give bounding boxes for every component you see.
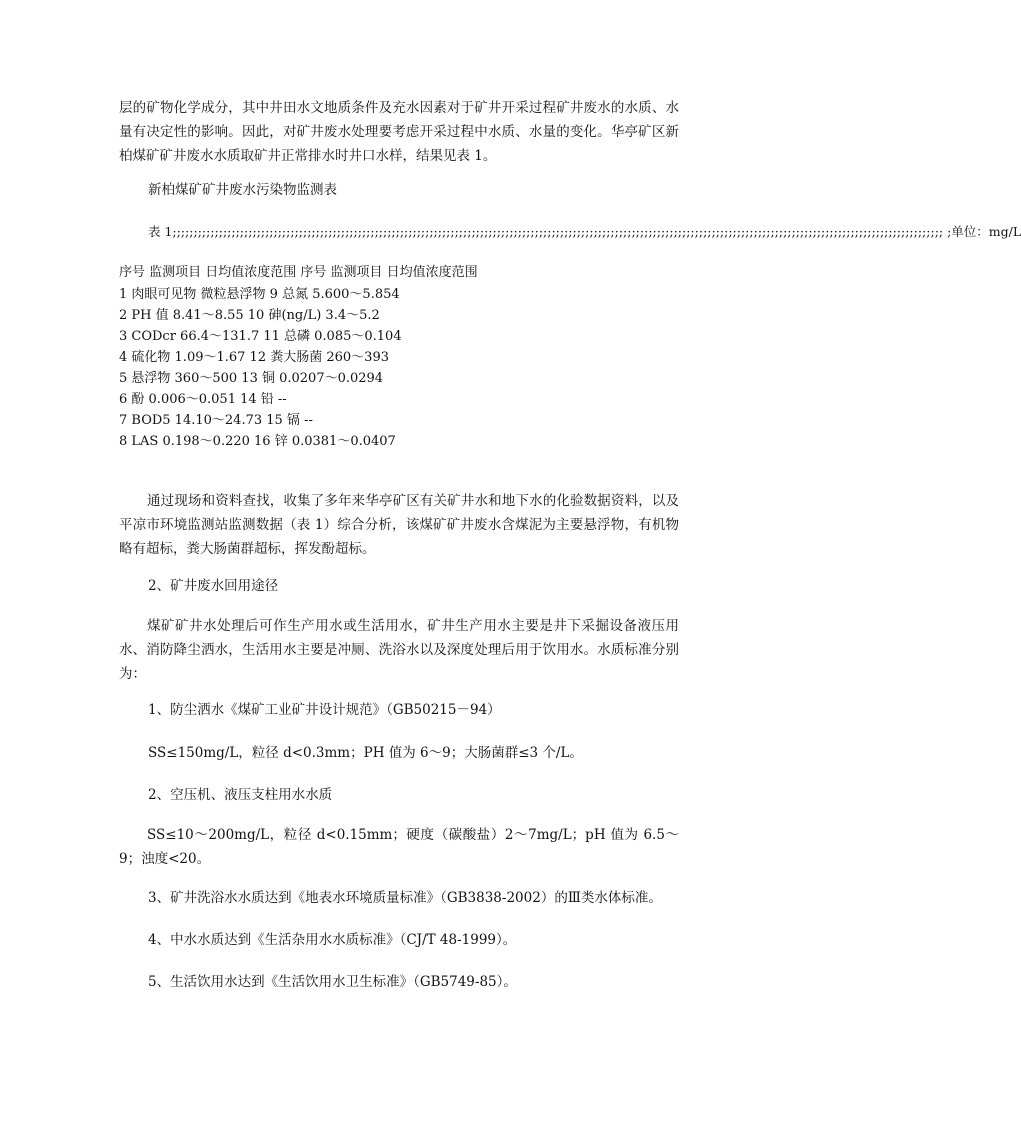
intro-paragraph: 层的矿物化学成分，其中井田水文地质条件及充水因素对于矿井开采过程矿井废水的水质、水量有决定性的影响。因此，对矿井废水处理要考虑开采过程中水质、水量的变化。华亭矿区新柏煤矿矿井废水水质取矿井正常排水时井口水样，结果见表 1。 (119, 100, 679, 164)
table-row: 6 酚 0.006～0.051 14 铅 -- (119, 392, 287, 407)
table-row: 8 LAS 0.198～0.220 16 锌 0.0381～0.0407 (119, 434, 396, 449)
item-2-spec: SS≤10～200mg/L，粒径 d<0.15mm；硬度（碳酸盐）2～7mg/L；pH 值为 6.5～9；浊度<20。 (119, 827, 679, 867)
table-title: 新柏煤矿矿井废水污染物监测表 (148, 182, 337, 198)
section-2-heading: 2、矿井废水回用途径 (148, 578, 279, 594)
table-row: 1 肉眼可见物 微粒悬浮物 9 总氮 5.600～5.854 (119, 287, 400, 302)
table-header: 序号 监测项目 日均值浓度范围 序号 监测项目 日均值浓度范围 (119, 265, 478, 280)
item-1-heading: 1、防尘洒水《煤矿工业矿井设计规范》（GB50215－94） (148, 702, 501, 718)
analysis-paragraph: 通过现场和资料查找，收集了多年来华亭矿区有关矿井水和地下水的化验数据资料，以及平凉市环境监测站监测数据（表 1）综合分析，该煤矿矿井废水含煤泥为主要悬浮物，有机物略有超标，粪大肠菌群超标，挥发酚超标。 (119, 493, 679, 557)
item-5: 5、生活饮用水达到《生活饮用水卫生标准》（GB5749-85）。 (148, 974, 517, 990)
item-2-heading: 2、空压机、液压支柱用水水质 (148, 787, 333, 803)
item-4: 4、中水水质达到《生活杂用水水质标准》（CJ/T 48-1999）。 (148, 932, 517, 948)
item-1-spec: SS≤150mg/L，粒径 d<0.3mm；PH 值为 6～9；大肠菌群≤3 个/L。 (148, 745, 583, 761)
item-3: 3、矿井洗浴水水质达到《地表水环境质量标准》（GB3838-2002）的Ⅲ类水体标准。 (148, 890, 662, 906)
table-row: 5 悬浮物 360～500 13 铜 0.0207～0.0294 (119, 371, 384, 386)
table-row: 4 硫化物 1.09～1.67 12 粪大肠菌 260～393 (119, 350, 389, 365)
reuse-paragraph: 煤矿矿井水处理后可作生产用水或生活用水，矿井生产用水主要是井下采掘设备液压用水、消防降尘洒水，生活用水主要是冲厕、洗浴水以及深度处理后用于饮用水。水质标准分别为： (119, 618, 679, 682)
table-row: 3 CODcr 66.4～131.7 11 总磷 0.085～0.104 (119, 329, 402, 344)
table-row: 2 PH 值 8.41～8.55 10 砷(ng/L) 3.4～5.2 (119, 308, 380, 323)
table-row: 7 BOD5 14.10～24.73 15 镉 -- (119, 413, 313, 428)
table-caption: 表 1;;;;;;;;;;;;;;;;;;;;;;;;;;;;;;;;;;;;;;;;;;;;;;;;;;;;;;;;;;;;;;;;;;;;;;;;;;;;;;;;;;;;;;;;;;;;;;;;;;;;;;;;;;;;;;;;;;;;;;;;;;;;;;;;;;;;;;;;;;;;;;;;;;;;;;;;;;;;;;;;;;;;;;;;;;;;;;;;;;;;;;; ;单位：mg/L (148, 224, 1021, 239)
